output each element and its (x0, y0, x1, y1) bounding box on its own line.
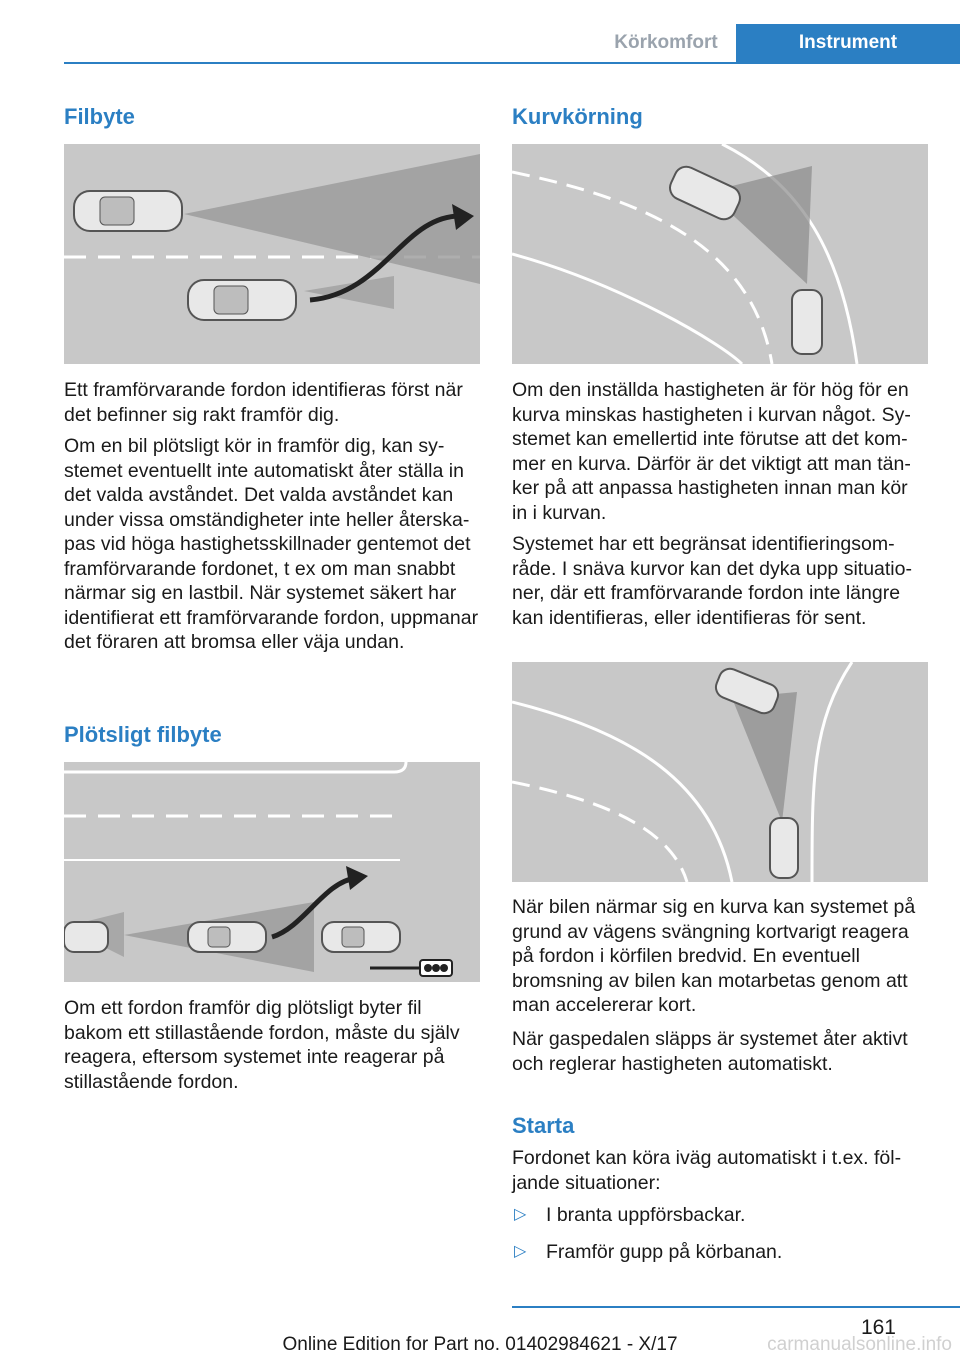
heading-starta: Starta (512, 1113, 575, 1138)
triangle-bullet-icon: ▷ (514, 1206, 527, 1223)
curve-adjacent-lane-illustration (512, 662, 928, 882)
heading-filbyte: Filbyte (64, 104, 135, 129)
lane-change-illustration (64, 144, 480, 364)
car-icon (64, 922, 108, 952)
figure-curve-adjacent-lane (512, 662, 928, 882)
car-icon (770, 818, 798, 878)
paragraph: Om ett fordon framför dig plötsligt byter fil bakom ett stillastående fordon, måste du själv reagera, eftersom systemet inte reagerar på stillastående fordon. (64, 997, 460, 1093)
watermark: carmanualsonline.info (767, 1334, 952, 1355)
car-icon (74, 191, 182, 231)
edition-text: Online Edition for Part no. 01402984621 - X/17 (282, 1334, 678, 1355)
paragraph: När gaspedalen släpps är systemet åter aktivt och reglerar hastigheten automatiskt. (512, 1028, 908, 1075)
paragraph: Om den inställda hastigheten är för hög för en kurva minskas hastigheten i kurvan något. Systemet kan emellertid inte förutse att det kommer en kurva. Därför är det viktigt att man tänker på att anpassa hastigheten innan man kör in i kurvan. (512, 379, 911, 524)
figure-sudden-lane-change (64, 762, 480, 982)
sudden-lane-change-illustration (64, 762, 480, 982)
paragraph: Ett framförvarande fordon identifieras först när det befinner sig rakt framför dig. (64, 379, 463, 426)
bullet-list (512, 1203, 928, 1276)
footer-rule (512, 1306, 960, 1308)
paragraph: När bilen närmar sig en kurva kan systemet på grund av vägens svängning kortvarigt reagera på fordon i körfilen bredvid. En eventuell bromsning av bilen kan motarbetas genom att man accelererar kort. (512, 896, 916, 1016)
paragraph: Fordonet kan köra iväg automatiskt i t.ex. följande situationer: (512, 1147, 902, 1194)
car-icon (792, 290, 822, 354)
paragraph: Systemet har ett begränsat identifieringsområde. I snäva kurvor kan det dyka upp situationer, där ett framförvarande fordon inte längre kan identifieras, eller identifieras för sent. (512, 533, 912, 629)
list-item (512, 1240, 928, 1265)
triangle-bullet-icon: ▷ (514, 1242, 527, 1260)
car-icon (188, 922, 266, 952)
list-item-text: Framför gupp på körbanan. (546, 1240, 783, 1263)
page-number: 161 (860, 1316, 896, 1339)
tab-korkomfort[interactable]: Körkomfort (614, 32, 718, 53)
heading-plotsligt-filbyte: Plötsligt filbyte (64, 722, 222, 747)
heading-kurvkorning: Kurvkörning (512, 104, 643, 129)
page-header (64, 24, 960, 64)
car-icon (188, 280, 296, 320)
car-icon (322, 922, 400, 952)
list-item (512, 1203, 928, 1228)
paragraph: Om en bil plötsligt kör in framför dig, kan systemet eventuellt inte automatiskt åter ställa in det valda avståndet. Det valda avståndet kan under vissa omständigheter inte heller återskapas vid höga hastighetsskillnader gentemot det framförvarande fordonet, t ex om man snabbt närmar sig en lastbil. När systemet säkert har identifierat ett framförvarande fordon, uppmanar det föraren att bromsa eller väja undan. (64, 435, 479, 653)
list-item-text: I branta uppförsbackar. (546, 1204, 746, 1226)
curve-driving-illustration (512, 144, 928, 364)
figure-curve-driving (512, 144, 928, 364)
figure-lane-change (64, 144, 480, 364)
tab-instrument[interactable]: Instrument (736, 24, 960, 62)
